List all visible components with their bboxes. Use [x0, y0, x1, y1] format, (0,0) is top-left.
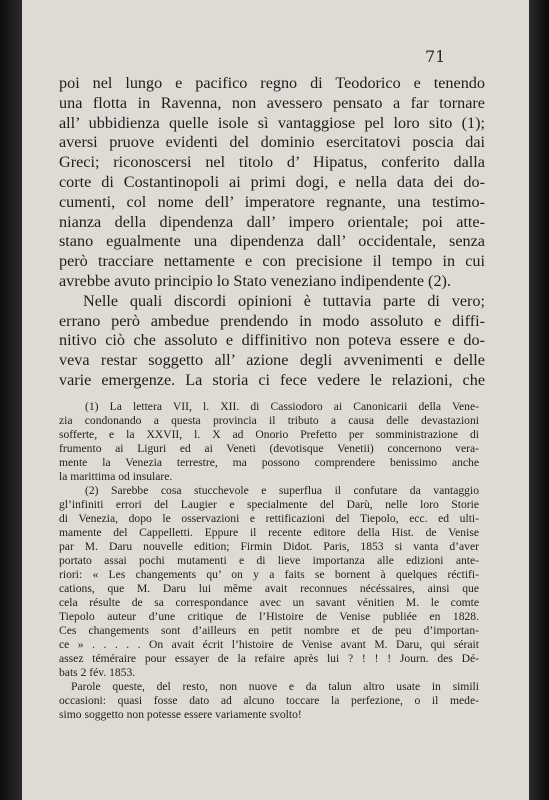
footnote-line: occasioni: quasi fosse dato ad alcuno toccare la perfezione, o il mede- [59, 694, 479, 707]
footnote-line: riori: « Les changements qu’ on y a faits se bornent à quelques réctifi- [59, 568, 479, 581]
footnote-line: di Venezia, dopo le osservazioni e rettificazioni del Tiepolo, ecc. ed ulti- [59, 512, 479, 525]
main-text-line: però tracciare nettamente e con precisione il tempo in cui [59, 252, 485, 271]
footnote-line: ce » . . . . . On avait écrit l’histoire de Venise avant M. Daru, qui sérait [59, 638, 479, 651]
footnote-line: la marittima od insulare. [59, 470, 173, 483]
footnote-line: par M. Daru nouvelle edition; Firmin Didot. Paris, 1853 si vanta d’aver [59, 540, 479, 553]
main-text-block [59, 74, 485, 391]
footnote-line: sofferte, e la XXVII, l. X ad Onorio Prefetto per somministrazione di [59, 428, 479, 441]
page-number: 71 [425, 47, 446, 66]
footnote-line: (2) Sarebbe cosa stucchevole e superflua il confutare da vantaggio [85, 484, 479, 497]
main-text-line: corte di Costantinopoli ai primi dogi, e nella data dei do- [59, 172, 485, 191]
main-text-line: aversi pruove evidenti del dominio esercitatovi poscia dai [59, 133, 485, 152]
main-text-line: poi nel lungo e pacifico regno di Teodorico e tenendo [59, 74, 485, 92]
main-text-line: stano egualmente una dipendenza dall’ occidentale, senza [59, 232, 485, 251]
main-text-line: Nelle quali discordi opinioni è tuttavia parte di vero; [83, 291, 485, 310]
footnote-line: bats 2 fév. 1853. [59, 666, 136, 679]
footnote-line: mente la Venezia terrestre, ma possono comprendere benissimo anche [59, 456, 479, 469]
footnote-line: gl’infiniti errori del Laugier e specialmente del Darù, nelle loro Storie [59, 498, 479, 511]
main-text-line: all’ ubbidienza quelle isole sì vantaggiose pel loro sito (1); [59, 113, 485, 132]
footnotes-block [59, 400, 479, 722]
main-text-line: avrebbe avuto principio lo Stato veneziano indipendente (2). [59, 271, 451, 290]
footnote-line: cela résulte de sa correspondance avec un savant vénitien M. le comte [59, 596, 479, 609]
main-text-line: nianza della dipendenza dall’ impero orientale; poi atte- [59, 212, 485, 231]
footnote-line: zia condonando a questa provincia il tributo a causa delle devastazioni [59, 414, 479, 427]
footnote-line: portato assai pochi mutamenti e di lieve importanza alle edizioni ante- [59, 554, 479, 567]
footnote-line: cations, que M. Daru lui même avait reconnues nécéssaires, ainsi que [59, 582, 479, 595]
footnote-line: simo soggetto non potesse essere variamente svolto! [59, 708, 302, 721]
book-page [22, 0, 529, 800]
footnote-line: (1) La lettera VII, l. XII. di Cassiodoro ai Canonicarii della Vene- [85, 400, 479, 413]
main-text-line: varie emergenze. La storia ci fece vedere le relazioni, che [59, 370, 485, 389]
main-text-line: nitivo ciò che assoluto e diffinitivo non poteva essere e do- [59, 331, 485, 350]
main-text-line: cumenti, col nome dell’ imperatore regnante, una testimo- [59, 192, 485, 211]
main-text-line: Greci; riconoscersi nel titolo d’ Hipatus, conferito dalla [59, 153, 485, 172]
main-text-line: veva restar soggetto all’ azione degli avvenimenti e delle [59, 351, 485, 370]
footnote-line: Parole queste, del resto, non nuove e da talun altro usate in simili [71, 680, 479, 693]
main-text-line: errano però ambedue prendendo in modo assoluto e diffi- [59, 311, 485, 330]
footnote-line: mamente del Cappelletti. Eppure il recente editore della Hist. de Venise [59, 526, 479, 539]
footnote-line: Ces changements sont d’ailleurs en petit nombre et de peu d’importan- [59, 624, 479, 637]
scan-left-edge [0, 0, 22, 800]
footnote-line: Tiepolo auteur d’une critique de l’Histoire de Venise publiée en 1828. [59, 610, 479, 623]
main-text-line: una flotta in Ravenna, non avessero pensato a far tornare [59, 93, 485, 112]
footnote-line: assez téméraire pour essayer de la refaire après lui ? ! ! ! Journ. des Dé- [59, 652, 479, 665]
scan-right-edge [529, 0, 549, 800]
footnote-line: frumento ai Liguri ed ai Veneti (devotisque Venetii) concernono vera- [59, 442, 479, 455]
